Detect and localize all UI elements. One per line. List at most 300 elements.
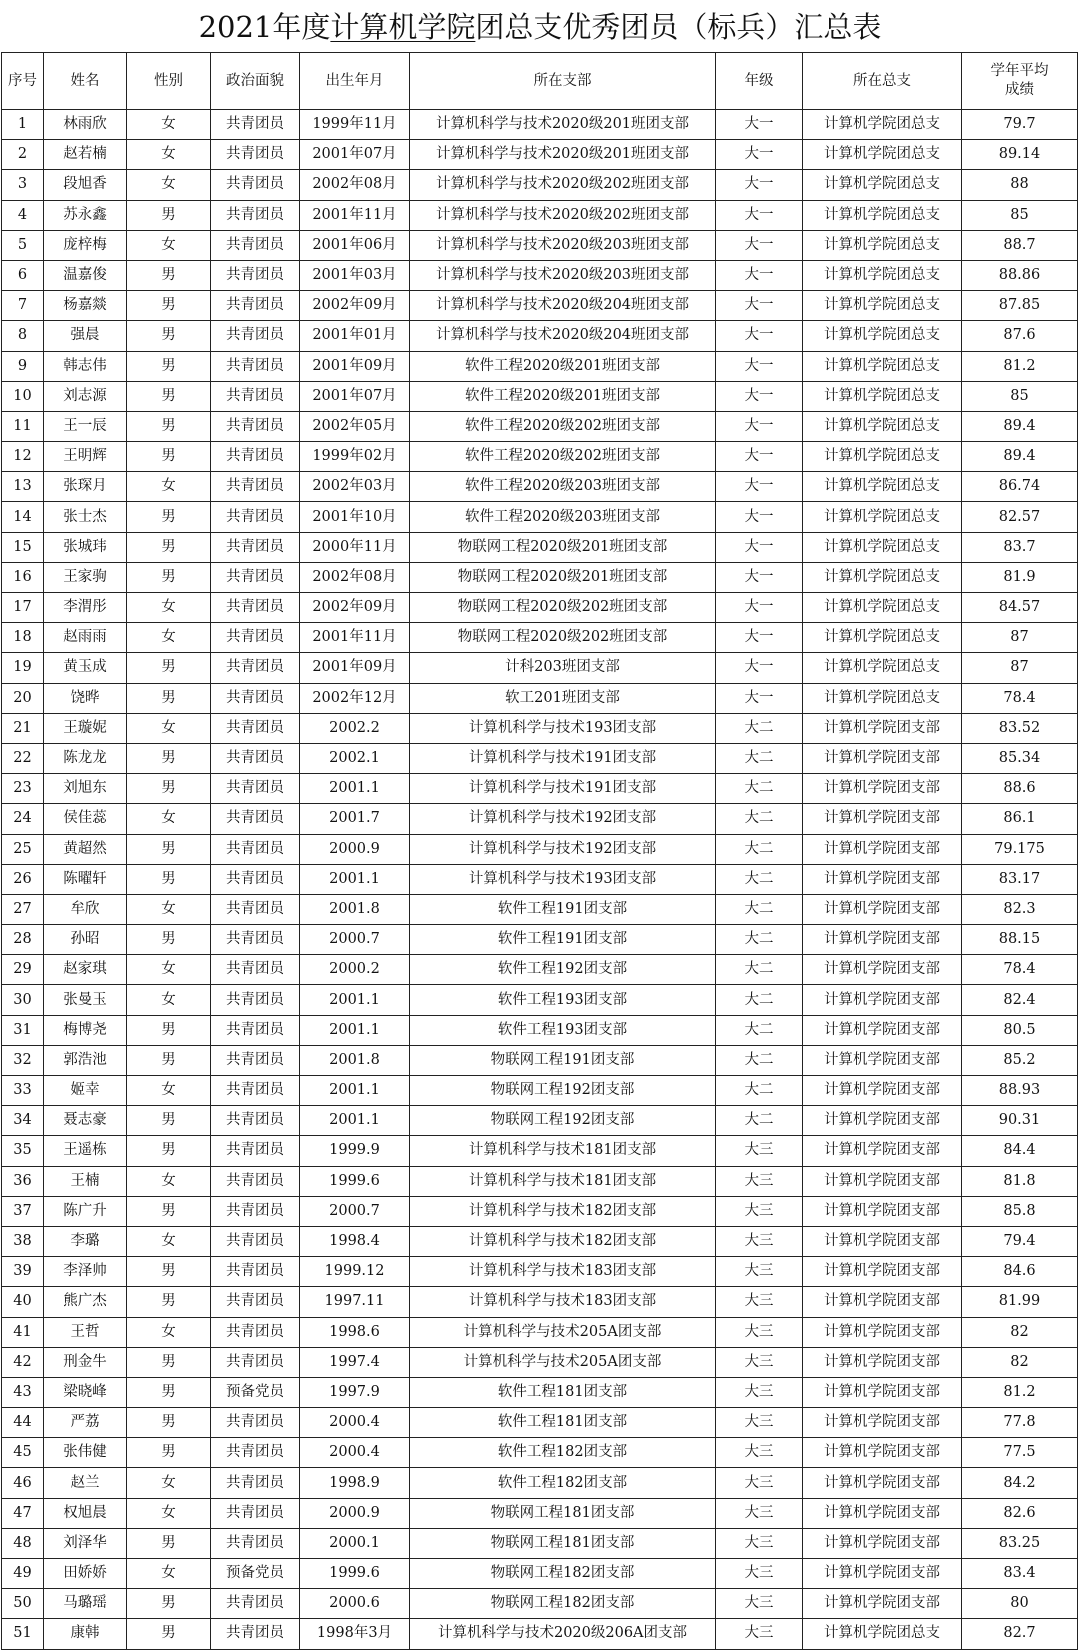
gender-cell: 男 <box>127 1528 211 1558</box>
grade-cell: 大二 <box>716 985 803 1015</box>
index-cell: 21 <box>2 713 44 743</box>
political-status-cell: 共青团员 <box>211 502 300 532</box>
general-branch-cell: 计算机学院团总支 <box>803 593 962 623</box>
general-branch-cell: 计算机学院团总支 <box>803 442 962 472</box>
political-status-cell: 共青团员 <box>211 743 300 773</box>
political-status-cell: 共青团员 <box>211 1619 300 1649</box>
score-cell: 81.2 <box>962 351 1078 381</box>
grade-cell: 大二 <box>716 713 803 743</box>
general-branch-cell: 计算机学院团支部 <box>803 1196 962 1226</box>
name-cell: 段旭香 <box>44 170 127 200</box>
name-cell: 赵家琪 <box>44 955 127 985</box>
grade-cell: 大一 <box>716 110 803 140</box>
score-cell: 88.93 <box>962 1076 1078 1106</box>
score-cell: 77.5 <box>962 1438 1078 1468</box>
branch-cell: 计算机科学与技术182团支部 <box>410 1226 716 1256</box>
gender-cell: 女 <box>127 1226 211 1256</box>
table-row <box>2 683 1078 713</box>
general-branch-cell: 计算机学院团总支 <box>803 653 962 683</box>
name-cell: 梁晓峰 <box>44 1377 127 1407</box>
table-row <box>2 1619 1078 1649</box>
index-cell: 17 <box>2 593 44 623</box>
table-row <box>2 1408 1078 1438</box>
branch-cell: 物联网工程181团支部 <box>410 1528 716 1558</box>
grade-cell: 大二 <box>716 1076 803 1106</box>
score-cell: 89.4 <box>962 442 1078 472</box>
grade-cell: 大一 <box>716 381 803 411</box>
birth-date-cell: 1997.9 <box>300 1377 410 1407</box>
score-cell: 82.3 <box>962 894 1078 924</box>
gender-cell: 女 <box>127 140 211 170</box>
index-cell: 20 <box>2 683 44 713</box>
grade-cell: 大一 <box>716 200 803 230</box>
political-status-cell: 共青团员 <box>211 985 300 1015</box>
grade-cell: 大二 <box>716 804 803 834</box>
name-cell: 温嘉俊 <box>44 260 127 290</box>
branch-cell: 软工201班团支部 <box>410 683 716 713</box>
score-cell: 85 <box>962 200 1078 230</box>
header-score-line1: 学年平均 <box>990 63 1049 79</box>
table-row <box>2 1438 1078 1468</box>
index-cell: 31 <box>2 1015 44 1045</box>
gender-cell: 男 <box>127 532 211 562</box>
name-cell: 张伟健 <box>44 1438 127 1468</box>
gender-cell: 女 <box>127 1559 211 1589</box>
branch-cell: 软件工程181团支部 <box>410 1377 716 1407</box>
name-cell: 王璇妮 <box>44 713 127 743</box>
gender-cell: 男 <box>127 1287 211 1317</box>
index-cell: 51 <box>2 1619 44 1649</box>
header-index: 序号 <box>2 53 44 110</box>
grade-cell: 大一 <box>716 411 803 441</box>
political-status-cell: 共青团员 <box>211 713 300 743</box>
table-row <box>2 472 1078 502</box>
gender-cell: 男 <box>127 200 211 230</box>
name-cell: 严荔 <box>44 1408 127 1438</box>
header-average-score <box>962 53 1078 110</box>
table-row <box>2 1347 1078 1377</box>
political-status-cell: 共青团员 <box>211 562 300 592</box>
political-status-cell: 共青团员 <box>211 170 300 200</box>
political-status-cell: 预备党员 <box>211 1559 300 1589</box>
score-cell: 88 <box>962 170 1078 200</box>
score-cell: 90.31 <box>962 1106 1078 1136</box>
name-cell: 陈广升 <box>44 1196 127 1226</box>
score-cell: 83.17 <box>962 864 1078 894</box>
index-cell: 7 <box>2 291 44 321</box>
branch-cell: 计算机科学与技术191团支部 <box>410 743 716 773</box>
grade-cell: 大一 <box>716 140 803 170</box>
score-cell: 77.8 <box>962 1408 1078 1438</box>
birth-date-cell: 2002年09月 <box>300 593 410 623</box>
gender-cell: 男 <box>127 683 211 713</box>
score-cell: 84.2 <box>962 1468 1078 1498</box>
name-cell: 牟欣 <box>44 894 127 924</box>
branch-cell: 软件工程2020级203班团支部 <box>410 472 716 502</box>
index-cell: 37 <box>2 1196 44 1226</box>
branch-cell: 物联网工程182团支部 <box>410 1559 716 1589</box>
gender-cell: 男 <box>127 1347 211 1377</box>
grade-cell: 大三 <box>716 1408 803 1438</box>
gender-cell: 男 <box>127 653 211 683</box>
index-cell: 11 <box>2 411 44 441</box>
grade-cell: 大三 <box>716 1317 803 1347</box>
index-cell: 42 <box>2 1347 44 1377</box>
branch-cell: 物联网工程192团支部 <box>410 1076 716 1106</box>
gender-cell: 女 <box>127 1468 211 1498</box>
name-cell: 聂志豪 <box>44 1106 127 1136</box>
index-cell: 13 <box>2 472 44 502</box>
table-row <box>2 1196 1078 1226</box>
name-cell: 强晨 <box>44 321 127 351</box>
birth-date-cell: 1999.12 <box>300 1257 410 1287</box>
index-cell: 25 <box>2 834 44 864</box>
birth-date-cell: 2002.2 <box>300 713 410 743</box>
political-status-cell: 共青团员 <box>211 1166 300 1196</box>
grade-cell: 大一 <box>716 683 803 713</box>
index-cell: 44 <box>2 1408 44 1438</box>
gender-cell: 女 <box>127 110 211 140</box>
score-cell: 89.14 <box>962 140 1078 170</box>
index-cell: 35 <box>2 1136 44 1166</box>
score-cell: 80.5 <box>962 1015 1078 1045</box>
grade-cell: 大三 <box>716 1468 803 1498</box>
branch-cell: 物联网工程2020级201班团支部 <box>410 532 716 562</box>
score-cell: 78.4 <box>962 955 1078 985</box>
general-branch-cell: 计算机学院团支部 <box>803 1498 962 1528</box>
score-cell: 85.2 <box>962 1045 1078 1075</box>
table-row <box>2 200 1078 230</box>
index-cell: 6 <box>2 260 44 290</box>
name-cell: 韩志伟 <box>44 351 127 381</box>
political-status-cell: 预备党员 <box>211 1377 300 1407</box>
general-branch-cell: 计算机学院团支部 <box>803 774 962 804</box>
grade-cell: 大一 <box>716 472 803 502</box>
birth-date-cell: 2000年11月 <box>300 532 410 562</box>
grade-cell: 大三 <box>716 1136 803 1166</box>
general-branch-cell: 计算机学院团支部 <box>803 864 962 894</box>
grade-cell: 大一 <box>716 562 803 592</box>
gender-cell: 女 <box>127 1317 211 1347</box>
birth-date-cell: 2001年07月 <box>300 140 410 170</box>
score-cell: 88.7 <box>962 230 1078 260</box>
birth-date-cell: 2000.1 <box>300 1528 410 1558</box>
gender-cell: 男 <box>127 864 211 894</box>
score-cell: 88.15 <box>962 925 1078 955</box>
branch-cell: 软件工程2020级203班团支部 <box>410 502 716 532</box>
roster-table <box>1 52 1078 1650</box>
birth-date-cell: 2002年09月 <box>300 291 410 321</box>
political-status-cell: 共青团员 <box>211 291 300 321</box>
birth-date-cell: 1998.4 <box>300 1226 410 1256</box>
general-branch-cell: 计算机学院团总支 <box>803 351 962 381</box>
political-status-cell: 共青团员 <box>211 1196 300 1226</box>
birth-date-cell: 2002年03月 <box>300 472 410 502</box>
name-cell: 侯佳蕊 <box>44 804 127 834</box>
name-cell: 刘泽华 <box>44 1528 127 1558</box>
branch-cell: 软件工程191团支部 <box>410 925 716 955</box>
general-branch-cell: 计算机学院团支部 <box>803 1226 962 1256</box>
branch-cell: 计算机科学与技术193团支部 <box>410 864 716 894</box>
gender-cell: 女 <box>127 955 211 985</box>
branch-cell: 计算机科学与技术192团支部 <box>410 834 716 864</box>
table-row <box>2 1015 1078 1045</box>
index-cell: 23 <box>2 774 44 804</box>
gender-cell: 女 <box>127 593 211 623</box>
score-cell: 88.86 <box>962 260 1078 290</box>
table-row <box>2 1498 1078 1528</box>
name-cell: 黄玉成 <box>44 653 127 683</box>
gender-cell: 男 <box>127 1106 211 1136</box>
gender-cell: 男 <box>127 291 211 321</box>
grade-cell: 大二 <box>716 955 803 985</box>
political-status-cell: 共青团员 <box>211 1498 300 1528</box>
score-cell: 84.57 <box>962 593 1078 623</box>
index-cell: 8 <box>2 321 44 351</box>
title-underlined-college: 计算机学院 <box>330 10 476 44</box>
header-name: 姓名 <box>44 53 127 110</box>
birth-date-cell: 2001年09月 <box>300 351 410 381</box>
name-cell: 饶晔 <box>44 683 127 713</box>
political-status-cell: 共青团员 <box>211 623 300 653</box>
political-status-cell: 共青团员 <box>211 200 300 230</box>
political-status-cell: 共青团员 <box>211 472 300 502</box>
name-cell: 林雨欣 <box>44 110 127 140</box>
table-row <box>2 1226 1078 1256</box>
gender-cell: 女 <box>127 1166 211 1196</box>
gender-cell: 女 <box>127 713 211 743</box>
gender-cell: 男 <box>127 1136 211 1166</box>
branch-cell: 物联网工程2020级202班团支部 <box>410 593 716 623</box>
index-cell: 36 <box>2 1166 44 1196</box>
index-cell: 27 <box>2 894 44 924</box>
birth-date-cell: 2001.1 <box>300 1076 410 1106</box>
birth-date-cell: 1998.9 <box>300 1468 410 1498</box>
gender-cell: 男 <box>127 1015 211 1045</box>
birth-date-cell: 2001.1 <box>300 1015 410 1045</box>
score-cell: 87 <box>962 623 1078 653</box>
name-cell: 姬幸 <box>44 1076 127 1106</box>
grade-cell: 大一 <box>716 170 803 200</box>
birth-date-cell: 2001.7 <box>300 804 410 834</box>
general-branch-cell: 计算机学院团总支 <box>803 411 962 441</box>
political-status-cell: 共青团员 <box>211 140 300 170</box>
table-row <box>2 1559 1078 1589</box>
grade-cell: 大一 <box>716 230 803 260</box>
table-row <box>2 743 1078 773</box>
name-cell: 张曼玉 <box>44 985 127 1015</box>
score-cell: 83.25 <box>962 1528 1078 1558</box>
general-branch-cell: 计算机学院团支部 <box>803 1377 962 1407</box>
general-branch-cell: 计算机学院团总支 <box>803 291 962 321</box>
table-row <box>2 532 1078 562</box>
table-row <box>2 1287 1078 1317</box>
political-status-cell: 共青团员 <box>211 955 300 985</box>
branch-cell: 软件工程2020级201班团支部 <box>410 351 716 381</box>
political-status-cell: 共青团员 <box>211 1076 300 1106</box>
gender-cell: 男 <box>127 1438 211 1468</box>
general-branch-cell: 计算机学院团支部 <box>803 1106 962 1136</box>
score-cell: 85.8 <box>962 1196 1078 1226</box>
branch-cell: 计算机科学与技术181团支部 <box>410 1166 716 1196</box>
branch-cell: 计算机科学与技术2020级201班团支部 <box>410 140 716 170</box>
gender-cell: 男 <box>127 925 211 955</box>
general-branch-cell: 计算机学院团支部 <box>803 1015 962 1045</box>
name-cell: 赵兰 <box>44 1468 127 1498</box>
table-row <box>2 593 1078 623</box>
birth-date-cell: 2002年08月 <box>300 562 410 592</box>
political-status-cell: 共青团员 <box>211 1438 300 1468</box>
general-branch-cell: 计算机学院团支部 <box>803 1438 962 1468</box>
table-body <box>2 110 1078 1650</box>
branch-cell: 软件工程2020级202班团支部 <box>410 411 716 441</box>
grade-cell: 大三 <box>716 1166 803 1196</box>
index-cell: 33 <box>2 1076 44 1106</box>
grade-cell: 大三 <box>716 1559 803 1589</box>
birth-date-cell: 1999.6 <box>300 1166 410 1196</box>
index-cell: 2 <box>2 140 44 170</box>
general-branch-cell: 计算机学院团支部 <box>803 1076 962 1106</box>
name-cell: 陈龙龙 <box>44 743 127 773</box>
name-cell: 权旭晨 <box>44 1498 127 1528</box>
branch-cell: 软件工程2020级201班团支部 <box>410 381 716 411</box>
political-status-cell: 共青团员 <box>211 1226 300 1256</box>
name-cell: 马璐瑶 <box>44 1589 127 1619</box>
table-row <box>2 411 1078 441</box>
score-cell: 87.85 <box>962 291 1078 321</box>
index-cell: 49 <box>2 1559 44 1589</box>
general-branch-cell: 计算机学院团支部 <box>803 804 962 834</box>
score-cell: 83.52 <box>962 713 1078 743</box>
title-suffix: 团总支优秀团员（标兵）汇总表 <box>475 10 882 44</box>
birth-date-cell: 2001.8 <box>300 894 410 924</box>
score-cell: 79.7 <box>962 110 1078 140</box>
table-row <box>2 381 1078 411</box>
score-cell: 88.6 <box>962 774 1078 804</box>
branch-cell: 计算机科学与技术2020级202班团支部 <box>410 200 716 230</box>
general-branch-cell: 计算机学院团支部 <box>803 834 962 864</box>
score-cell: 85.34 <box>962 743 1078 773</box>
general-branch-cell: 计算机学院团总支 <box>803 562 962 592</box>
grade-cell: 大一 <box>716 291 803 321</box>
grade-cell: 大三 <box>716 1226 803 1256</box>
score-cell: 82.57 <box>962 502 1078 532</box>
birth-date-cell: 1998年3月 <box>300 1619 410 1649</box>
branch-cell: 软件工程181团支部 <box>410 1408 716 1438</box>
branch-cell: 计算机科学与技术183团支部 <box>410 1257 716 1287</box>
header-score-line2: 成绩 <box>1005 82 1034 98</box>
political-status-cell: 共青团员 <box>211 532 300 562</box>
name-cell: 王楠 <box>44 1166 127 1196</box>
general-branch-cell: 计算机学院团支部 <box>803 955 962 985</box>
general-branch-cell: 计算机学院团总支 <box>803 321 962 351</box>
branch-cell: 计算机科学与技术2020级203班团支部 <box>410 260 716 290</box>
grade-cell: 大二 <box>716 1106 803 1136</box>
index-cell: 12 <box>2 442 44 472</box>
political-status-cell: 共青团员 <box>211 1136 300 1166</box>
political-status-cell: 共青团员 <box>211 411 300 441</box>
general-branch-cell: 计算机学院团总支 <box>803 623 962 653</box>
grade-cell: 大三 <box>716 1377 803 1407</box>
name-cell: 杨嘉燚 <box>44 291 127 321</box>
table-row <box>2 351 1078 381</box>
birth-date-cell: 2001.1 <box>300 864 410 894</box>
grade-cell: 大二 <box>716 774 803 804</box>
table-row <box>2 260 1078 290</box>
branch-cell: 计算机科学与技术183团支部 <box>410 1287 716 1317</box>
grade-cell: 大一 <box>716 260 803 290</box>
grade-cell: 大二 <box>716 743 803 773</box>
political-status-cell: 共青团员 <box>211 1317 300 1347</box>
name-cell: 孙昭 <box>44 925 127 955</box>
name-cell: 王哲 <box>44 1317 127 1347</box>
gender-cell: 女 <box>127 472 211 502</box>
branch-cell: 软件工程191团支部 <box>410 894 716 924</box>
table-row <box>2 1106 1078 1136</box>
branch-cell: 软件工程182团支部 <box>410 1438 716 1468</box>
grade-cell: 大三 <box>716 1619 803 1649</box>
grade-cell: 大一 <box>716 653 803 683</box>
branch-cell: 计算机科学与技术2020级204班团支部 <box>410 291 716 321</box>
general-branch-cell: 计算机学院团总支 <box>803 260 962 290</box>
birth-date-cell: 1997.4 <box>300 1347 410 1377</box>
general-branch-cell: 计算机学院团总支 <box>803 532 962 562</box>
political-status-cell: 共青团员 <box>211 1408 300 1438</box>
general-branch-cell: 计算机学院团支部 <box>803 1559 962 1589</box>
score-cell: 79.175 <box>962 834 1078 864</box>
political-status-cell: 共青团员 <box>211 864 300 894</box>
score-cell: 85 <box>962 381 1078 411</box>
political-status-cell: 共青团员 <box>211 683 300 713</box>
gender-cell: 男 <box>127 1196 211 1226</box>
score-cell: 81.99 <box>962 1287 1078 1317</box>
gender-cell: 男 <box>127 743 211 773</box>
general-branch-cell: 计算机学院团支部 <box>803 1347 962 1377</box>
branch-cell: 软件工程193团支部 <box>410 1015 716 1045</box>
table-row <box>2 1468 1078 1498</box>
index-cell: 38 <box>2 1226 44 1256</box>
table-row <box>2 955 1078 985</box>
grade-cell: 大三 <box>716 1287 803 1317</box>
branch-cell: 物联网工程181团支部 <box>410 1498 716 1528</box>
gender-cell: 男 <box>127 321 211 351</box>
general-branch-cell: 计算机学院团总支 <box>803 200 962 230</box>
general-branch-cell: 计算机学院团支部 <box>803 1287 962 1317</box>
grade-cell: 大三 <box>716 1528 803 1558</box>
gender-cell: 男 <box>127 260 211 290</box>
branch-cell: 软件工程182团支部 <box>410 1468 716 1498</box>
birth-date-cell: 2001.8 <box>300 1045 410 1075</box>
gender-cell: 男 <box>127 411 211 441</box>
gender-cell: 男 <box>127 502 211 532</box>
general-branch-cell: 计算机学院团支部 <box>803 1317 962 1347</box>
table-row <box>2 562 1078 592</box>
score-cell: 81.8 <box>962 1166 1078 1196</box>
political-status-cell: 共青团员 <box>211 1257 300 1287</box>
table-row <box>2 1528 1078 1558</box>
table-header-row <box>2 53 1078 110</box>
name-cell: 郭浩池 <box>44 1045 127 1075</box>
grade-cell: 大二 <box>716 864 803 894</box>
table-row <box>2 110 1078 140</box>
birth-date-cell: 2000.6 <box>300 1589 410 1619</box>
birth-date-cell: 2000.2 <box>300 955 410 985</box>
index-cell: 24 <box>2 804 44 834</box>
name-cell: 李泽帅 <box>44 1257 127 1287</box>
political-status-cell: 共青团员 <box>211 230 300 260</box>
header-birth-date: 出生年月 <box>300 53 410 110</box>
general-branch-cell: 计算机学院团支部 <box>803 1468 962 1498</box>
